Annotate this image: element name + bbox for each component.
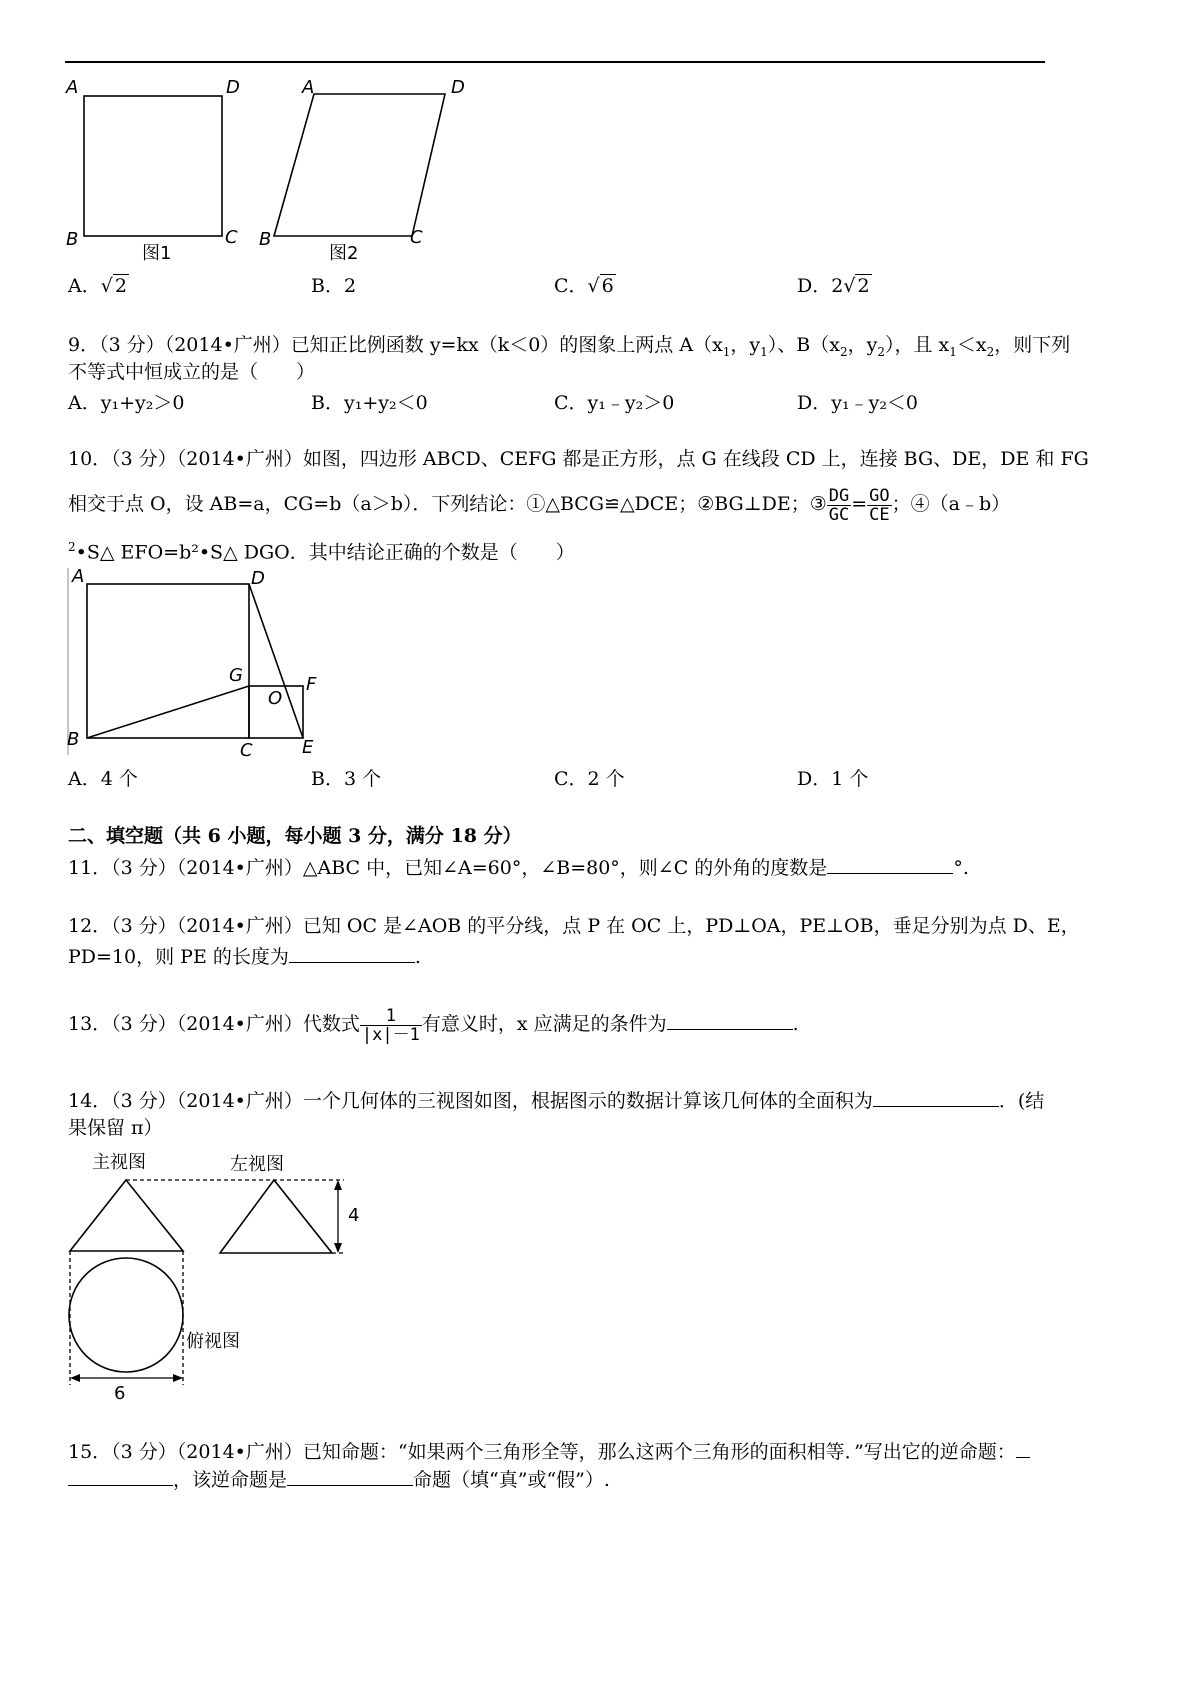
q9-line1: 9．（3 分）（2014•广州）已知正比例函数 y=kx（k＜0）的图象上两点 $A(x_1$，$y_1$）、$B(x_2$，$y_2$），且 $x_1<x_2$，则下列 [68,334,1071,359]
q8-option-d: D．2√ 2 [797,275,870,297]
q10-fraction-dg-gc: $\frac{DG}{GC}$ [828,485,850,525]
q12-answer-blank[interactable] [289,944,415,963]
fig1-label-a: A [66,77,79,98]
q10-line2: 相交于点 O，设 AB=a，CG=b（a＞b）．下列结论：①△BCG≌△DCE；②BG⊥DE；③ $\frac{DG}{GC}$ = $\frac{GO}{CE}$ ；④（a﹣b） [68,485,1011,525]
q14-top-view-label: 俯视图 [186,1331,240,1352]
q10-label-c: C [240,740,253,761]
q10-option-c: C．2 个 [554,768,625,790]
q10-label-g: G [229,665,243,686]
q10-option-a: A．4 个 [68,768,138,790]
fig1-label-c: C [225,227,238,248]
q9-option-b: B．y₁+y₂＜0 [311,392,428,414]
q13-fraction: $\frac{1}{|x|-1}$ [361,1005,420,1045]
q10-label-e: E [302,737,314,758]
q14-left-view-label: 左视图 [230,1154,284,1175]
section2-heading: 二、填空题（共 6 小题，每小题 3 分，满分 18 分） [68,825,522,847]
q9-line2: 不等式中恒成立的是（ ） [68,361,316,383]
q14-width-dimension: 6 [114,1383,126,1404]
q15-line2: ，该逆命题是 命题（填“真”或“假”）. [68,1467,610,1492]
fig2-label-d: D [451,77,465,98]
q12-line1: 12．（3 分）（2014•广州）已知 OC 是∠AOB 的平分线，点 P 在 OC 上，PD⊥OA，PE⊥OB，垂足分别为点 D、E， [68,915,1080,937]
fig2-caption: 图2 [329,243,359,264]
q13-answer-blank[interactable] [667,1011,793,1030]
fig2-label-a: A [302,77,315,98]
q10-line1: 10．（3 分）（2014•广州）如图，四边形 ABCD、CEFG 都是正方形，点 G 在线段 CD 上，连接 BG、DE，DE 和 FG [68,448,1089,470]
q15-answer-blank-2[interactable] [287,1467,413,1486]
fig1-caption: 图1 [142,243,172,264]
q10-option-b: B．3 个 [311,768,382,790]
fig2-label-b: B [259,229,272,250]
q8-option-a: A．√ 2 [68,275,127,297]
q10-label-b: B [67,729,80,750]
q15-line1: 15．（3 分）（2014•广州）已知命题：“如果两个三角形全等，那么这两个三角形的面积相等．”写出它的逆命题： [68,1439,1030,1464]
q10-label-d: D [251,568,265,589]
q14-three-views [60,1170,360,1410]
q9-option-c: C．y₁﹣y₂＞0 [554,392,675,414]
header-rule [65,61,1045,63]
q10-label-o: O [268,688,283,709]
q12-line2: PD=10，则 PE 的长度为 . [68,946,421,968]
q14-answer-blank[interactable] [873,1088,999,1107]
q10-label-a: A [72,566,85,587]
q14-front-view-label: 主视图 [92,1152,146,1173]
q10-label-f: F [306,674,317,695]
q11-answer-blank[interactable] [827,855,953,874]
q14-line1: 14．（3 分）（2014•广州）一个几何体的三视图如图，根据图示的数据计算该几何体的全面积为 ．(结 [68,1090,1045,1112]
q9-option-a: A．y₁+y₂＞0 [68,392,185,414]
q11-line: 11．（3 分）（2014•广州）△ABC 中，已知∠A=60°，∠B=80°，则∠C 的外角的度数是 °. [68,857,969,879]
q10-line3: $^2$•S△ EFO=b²•S△ DGO．其中结论正确的个数是（ ） [68,540,575,564]
fig1-label-d: D [226,77,240,98]
q8-figures [60,75,500,265]
q8-option-b: B．2 [311,275,357,297]
q10-option-d: D．1 个 [797,768,869,790]
q14-height-dimension: 4 [348,1205,360,1226]
q10-figure [60,560,360,770]
fig2-label-c: C [410,227,423,248]
q14-line2: 果保留 π） [68,1117,163,1139]
q9-option-d: D．y₁﹣y₂＜0 [797,392,919,414]
q8-option-c: C．√ 6 [554,275,614,297]
q15-answer-blank-1[interactable] [68,1467,173,1486]
q10-fraction-go-ce: $\frac{GO}{CE}$ [869,485,890,525]
q15-answer-blank-start[interactable] [1016,1439,1030,1458]
q13-line: 13．（3 分）（2014•广州）代数式 $\frac{1}{|x|-1}$ 有意义时，x 应满足的条件为 . [68,1005,799,1045]
fig1-label-b: B [66,229,79,250]
